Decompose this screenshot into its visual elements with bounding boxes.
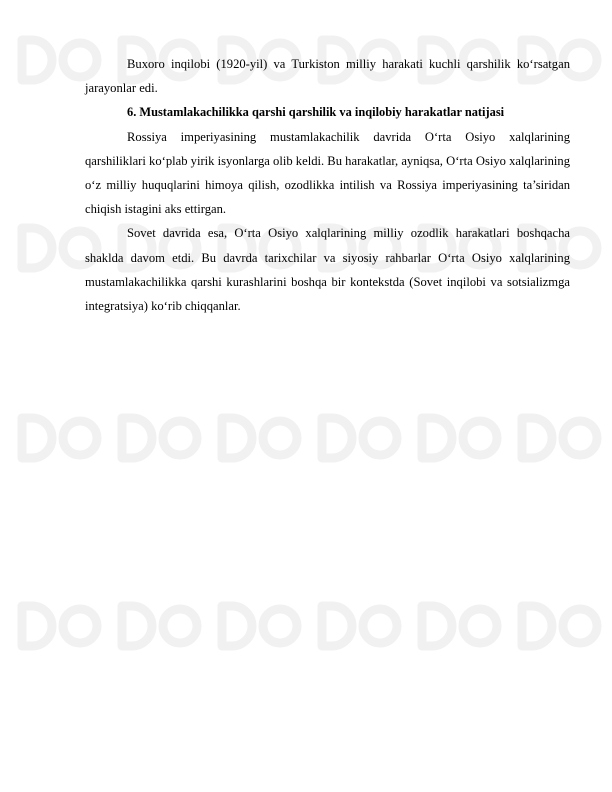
watermark-mark <box>63 421 97 455</box>
watermark-mark <box>22 40 52 80</box>
watermark-mark <box>563 421 597 455</box>
watermark-mark <box>163 421 197 455</box>
watermark-mark <box>522 418 552 458</box>
watermark-mark <box>463 609 497 643</box>
paragraph-buxoro: Buxoro inqilobi (1920-yil) va Turkiston milliy harakati kuchli qarshilik ko‘rsatgan jarayonlar edi. <box>85 57 570 96</box>
watermark-mark <box>163 609 197 643</box>
watermark-mark <box>263 609 297 643</box>
watermark-mark <box>463 421 497 455</box>
watermark-mark <box>422 606 452 646</box>
document-page <box>85 52 570 318</box>
watermark-mark <box>122 606 152 646</box>
watermark-mark <box>63 609 97 643</box>
watermark-mark <box>322 418 352 458</box>
paragraph-rossiya: Rossiya imperiyasining mustamlakachilik davrida O‘rta Osiyo xalqlarining qarshiliklari ko‘plab yirik isyonlarga olib keldi. Bu harakatlar, ayniqsa, O‘rta Osiyo xalqlarining o‘z milliy huquqlarini himoya qilish, ozodlikka intilish va Rossiya imperiyasining ta’siridan chiqish istagini aks ettirgan. <box>85 129 570 217</box>
watermark-mark <box>363 609 397 643</box>
watermark-mark <box>363 421 397 455</box>
watermark-mark <box>222 418 252 458</box>
watermark-mark <box>22 228 52 268</box>
watermark-mark <box>322 606 352 646</box>
watermark-mark <box>522 606 552 646</box>
watermark-mark <box>122 418 152 458</box>
watermark-mark <box>22 418 52 458</box>
watermark-mark <box>563 609 597 643</box>
watermark-mark <box>22 606 52 646</box>
watermark-mark <box>422 418 452 458</box>
paragraph-sovet: Sovet davrida esa, O‘rta Osiyo xalqlarining milliy ozodlik harakatlari boshqacha shaklda davom etdi. Bu davrda tarixchilar va siyosiy rahbarlar O‘rta Osiyo xalqlarining mustamlakachilikka qarshi kurashlarini boshqa bir kontekstda (Sovet inqilobi va sotsializmga integratsiya) ko‘rib chiqqanlar. <box>85 226 570 314</box>
watermark-mark <box>263 421 297 455</box>
section-heading: 6. Mustamlakachilikka qarshi qarshilik va inqilobiy harakatlar natijasi <box>127 105 505 120</box>
watermark-mark <box>222 606 252 646</box>
